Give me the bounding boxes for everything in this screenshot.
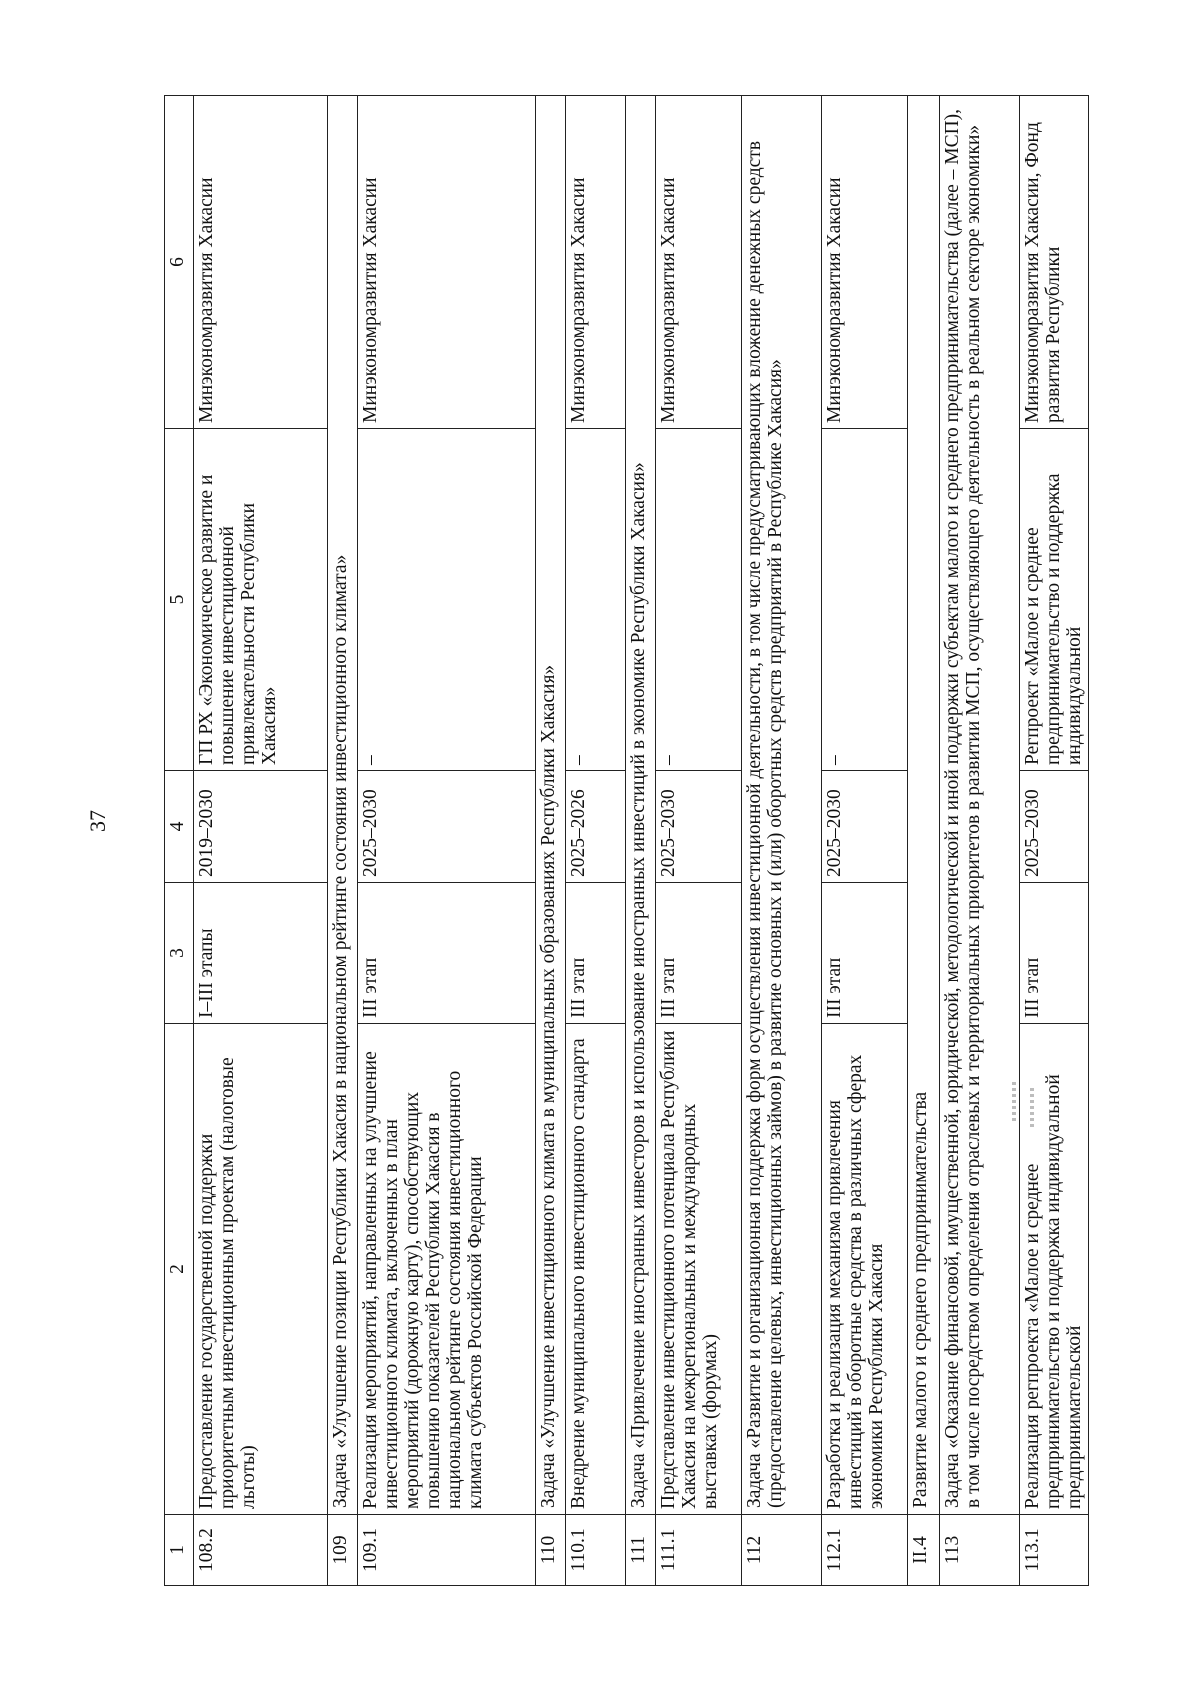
table-cell: III этап	[656, 883, 742, 1024]
table-cell: 109.1	[358, 1515, 536, 1586]
table-cell: Задача «Развитие и организационная поддержка форм осуществления инвестиционной деятельности, в том числе предусматривающих вложение денежных средств (предоставление целевых, инвестиционных займов) в развитие основных и (или) оборотных средств предприятий в Республике Хакасия»	[742, 96, 822, 1515]
table-cell: 2025–2030	[1020, 771, 1089, 883]
table-cell: Реализация мероприятий, направленных на улучшение инвестиционного климата, включенных в план мероприятий (дорожную карту), способствующих повышению показателей Республики Хакасия в национальном рейтинге состояния инвестиционного климата субъектов Российской Федерации	[358, 1024, 536, 1515]
task-row	[536, 96, 566, 1586]
table-cell: 112	[742, 1515, 822, 1586]
table-cell: 110.1	[566, 1515, 626, 1586]
table-cell: 113.1	[1020, 1515, 1089, 1586]
table-cell: 109	[328, 1515, 358, 1586]
header-cell: 1	[165, 1515, 194, 1586]
table-cell: 111.1	[656, 1515, 742, 1586]
task-row	[626, 96, 656, 1586]
table-cell: Минэкономразвития Хакасии	[822, 96, 908, 429]
table-cell: Предоставление государственной поддержки приоритетным инвестиционным проектам (налоговые льготы)	[194, 1024, 328, 1515]
task-row	[328, 96, 358, 1586]
table-cell: Задача «Улучшение позиции Республики Хакасия в национальном рейтинге состояния инвестиционного климата»	[328, 96, 358, 1515]
table-cell: Реализация регпроекта «Малое и среднее предпринимательство и поддержка индивидуальной предпринимательской	[1020, 1024, 1089, 1515]
table-header-row	[165, 96, 194, 1586]
header-cell: 4	[165, 771, 194, 883]
table-cell: 2025–2030	[656, 771, 742, 883]
table-cell: Задача «Привлечение иностранных инвесторов и использование иностранных инвестиций в экономике Республики Хакасия»	[626, 96, 656, 1515]
table-cell: III этап	[358, 883, 536, 1024]
table-cell: 2025–2030	[358, 771, 536, 883]
table-cell: Представление инвестиционного потенциала Республики Хакасия на межрегиональных и международных выставках (форумах)	[656, 1024, 742, 1515]
item-row	[566, 96, 626, 1586]
table-cell: –	[566, 429, 626, 771]
table-cell: III этап	[1020, 883, 1089, 1024]
item-row	[1020, 96, 1089, 1586]
table-cell: –	[358, 429, 536, 771]
table-cell: II.4	[908, 1515, 940, 1586]
task-row	[742, 96, 822, 1586]
task-row	[940, 96, 1020, 1586]
item-row	[358, 96, 536, 1586]
table-body	[165, 96, 1089, 1586]
table-cell: Задача «Улучшение инвестиционного климата в муниципальных образованиях Республики Хакасия»	[536, 96, 566, 1515]
table-cell: Минэкономразвития Хакасии	[566, 96, 626, 429]
table-cell: 2025–2026	[566, 771, 626, 883]
table-cell: Минэкономразвития Хакасии	[358, 96, 536, 429]
table-cell: 2019–2030	[194, 771, 328, 883]
header-cell: 6	[165, 96, 194, 429]
table-cell: Регпроект «Малое и среднее предпринимательство и поддержка индивидуальной	[1020, 429, 1089, 771]
table-cell: Минэкономразвития Хакасии	[194, 96, 328, 429]
table-cell: Задача «Оказание финансовой, имущественной, юридической, методологической и иной поддержки субъектам малого и среднего предпринимательства (далее – МСП), в том числе посредством определения отраслевых и территориальных приоритетов в развитии МСП, осуществляющего деятельность в реальном секторе экономики»	[940, 96, 1020, 1515]
table-cell: 2025–2030	[822, 771, 908, 883]
table-cell: Минэкономразвития Хакасии	[656, 96, 742, 429]
item-row	[822, 96, 908, 1586]
table-cell: 108.2	[194, 1515, 328, 1586]
measures-table	[164, 95, 1089, 1586]
header-cell: 3	[165, 883, 194, 1024]
page-number: 37	[85, 810, 110, 832]
table-cell: Развитие малого и среднего предпринимательства	[908, 96, 940, 1515]
header-cell: 5	[165, 429, 194, 771]
table-cell: 111	[626, 1515, 656, 1586]
table-cell: III этап	[566, 883, 626, 1024]
header-cell: 2	[165, 1024, 194, 1515]
table-cell: I–III этапы	[194, 883, 328, 1024]
table-cell: –	[656, 429, 742, 771]
item-row	[656, 96, 742, 1586]
table-cell: ГП РХ «Экономическое развитие и повышение инвестиционной привлекательности Республики Хакасия»	[194, 429, 328, 771]
table-cell: –	[822, 429, 908, 771]
table-cell: 110	[536, 1515, 566, 1586]
table-cell: 112.1	[822, 1515, 908, 1586]
item-row	[194, 96, 328, 1586]
table-cell: 113	[940, 1515, 1020, 1586]
table-cell: Минэкономразвития Хакасии, Фонд развития Республики	[1020, 96, 1089, 429]
table-cell: Внедрение муниципального инвестиционного стандарта	[566, 1024, 626, 1515]
table-cell: III этап	[822, 883, 908, 1024]
task-row	[908, 96, 940, 1586]
table-cell: Разработка и реализация механизма привлечения инвестиций в оборотные средства в различных сферах экономики Республики Хакасия	[822, 1024, 908, 1515]
rotated-table-container	[164, 96, 1085, 1586]
